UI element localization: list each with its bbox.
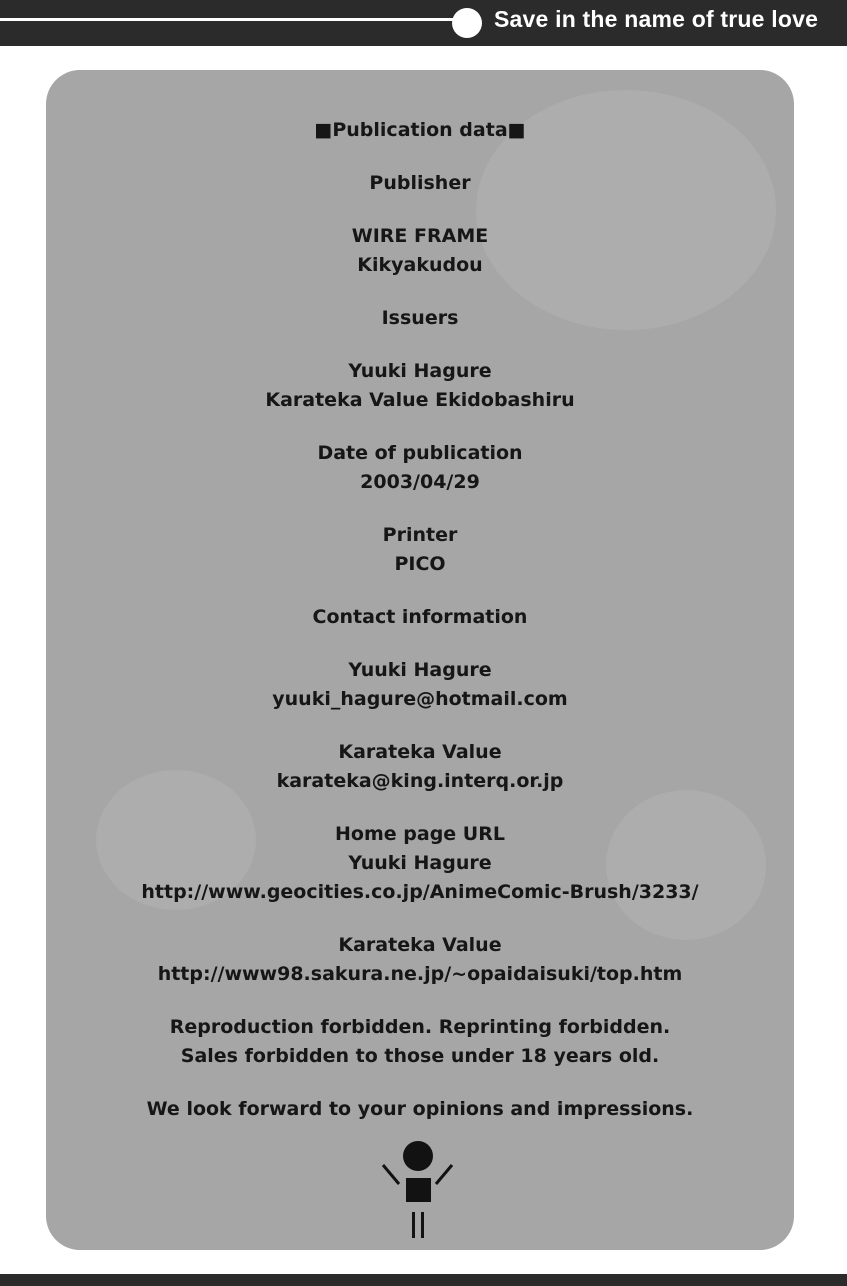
issuer-name: Yuuki Hagure (348, 360, 492, 382)
header-title: Save in the name of true love (494, 6, 819, 32)
circle-bullet-icon (452, 8, 482, 38)
issuers-label: Issuers (381, 307, 459, 329)
colophon-text (46, 116, 794, 1124)
homepage-label: Home page URL (335, 823, 505, 845)
publisher-name: Kikyakudou (357, 254, 483, 276)
printer-label: Printer (382, 524, 458, 546)
header-rule (0, 18, 462, 21)
date-label: Date of publication (317, 442, 523, 464)
footer-bar (0, 1274, 847, 1286)
contact-email: yuuki_hagure@hotmail.com (272, 688, 568, 710)
stick-figure-icon (374, 1140, 464, 1240)
contact-email: karateka@king.interq.or.jp (276, 770, 564, 792)
colophon-panel (46, 70, 794, 1250)
homepage-name: Karateka Value (338, 934, 502, 956)
notice-line: Sales forbidden to those under 18 years old. (180, 1045, 660, 1067)
header-bar (0, 0, 847, 46)
homepage-url: http://www98.sakura.ne.jp/~opaidaisuki/top.htm (157, 963, 683, 985)
publisher-label: Publisher (369, 172, 471, 194)
printer-value: PICO (394, 553, 446, 575)
publisher-name: WIRE FRAME (351, 225, 489, 247)
contact-label: Contact information (312, 606, 528, 628)
contact-name: Yuuki Hagure (348, 659, 492, 681)
issuer-name: Karateka Value Ekidobashiru (265, 389, 575, 411)
closing-message: We look forward to your opinions and impressions. (146, 1098, 694, 1120)
date-value: 2003/04/29 (360, 471, 480, 493)
notice-line: Reproduction forbidden. Reprinting forbidden. (169, 1016, 671, 1038)
section-heading: ■Publication data■ (314, 119, 526, 141)
homepage-name: Yuuki Hagure (348, 852, 492, 874)
contact-name: Karateka Value (338, 741, 502, 763)
homepage-url: http://www.geocities.co.jp/AnimeComic-Brush/3233/ (141, 881, 699, 903)
